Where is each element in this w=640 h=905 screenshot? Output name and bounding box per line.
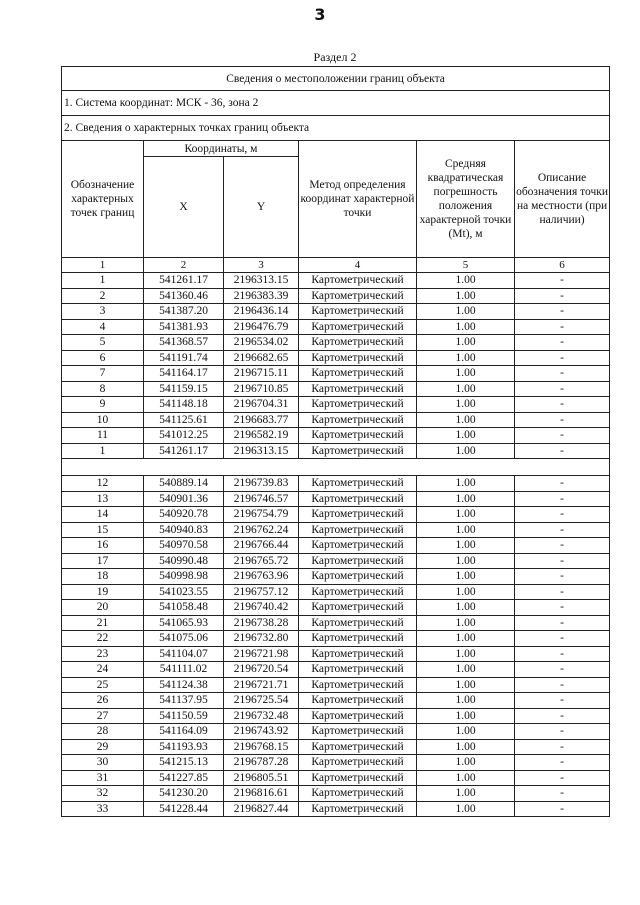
x-coordinate-cell: 540940.83 — [144, 522, 224, 538]
description-cell: - — [515, 693, 610, 709]
x-coordinate-cell: 541261.17 — [144, 443, 224, 459]
points-heading-row — [62, 116, 610, 141]
point-id-cell: 26 — [62, 693, 144, 709]
header-description: Описание обозначения точки на местности (при наличии) — [515, 141, 610, 258]
x-coordinate-cell: 540889.14 — [144, 476, 224, 492]
description-cell: - — [515, 412, 610, 428]
point-id-cell: 21 — [62, 615, 144, 631]
x-coordinate-cell: 541159.15 — [144, 381, 224, 397]
table-row — [62, 522, 610, 538]
description-cell: - — [515, 631, 610, 647]
accuracy-cell: 1.00 — [417, 335, 515, 351]
point-id-cell: 25 — [62, 677, 144, 693]
description-cell: - — [515, 786, 610, 802]
description-cell: - — [515, 755, 610, 771]
accuracy-cell: 1.00 — [417, 801, 515, 817]
description-cell: - — [515, 615, 610, 631]
table-row — [62, 491, 610, 507]
method-cell: Картометрический — [299, 412, 417, 428]
x-coordinate-cell: 540998.98 — [144, 569, 224, 585]
method-cell: Картометрический — [299, 366, 417, 382]
point-id-cell: 3 — [62, 304, 144, 320]
method-cell: Картометрический — [299, 350, 417, 366]
method-cell: Картометрический — [299, 553, 417, 569]
y-coordinate-cell: 2196534.02 — [224, 335, 299, 351]
description-cell: - — [515, 428, 610, 444]
y-coordinate-cell: 2196725.54 — [224, 693, 299, 709]
y-coordinate-cell: 2196710.85 — [224, 381, 299, 397]
description-cell: - — [515, 708, 610, 724]
point-id-cell: 20 — [62, 600, 144, 616]
point-id-cell: 15 — [62, 522, 144, 538]
header-row — [62, 141, 610, 157]
column-number: 5 — [417, 258, 515, 273]
description-cell: - — [515, 646, 610, 662]
x-coordinate-cell: 541124.38 — [144, 677, 224, 693]
x-coordinate-cell: 541191.74 — [144, 350, 224, 366]
y-coordinate-cell: 2196827.44 — [224, 801, 299, 817]
table-row — [62, 304, 610, 320]
point-id-cell: 7 — [62, 366, 144, 382]
table-row — [62, 476, 610, 492]
header-coordinates: Координаты, м — [144, 141, 299, 157]
table-row — [62, 786, 610, 802]
description-cell: - — [515, 491, 610, 507]
column-number: 2 — [144, 258, 224, 273]
coordinate-system: 1. Система координат: МСК - 36, зона 2 — [62, 91, 610, 116]
method-cell: Картометрический — [299, 538, 417, 554]
table-row — [62, 584, 610, 600]
column-number: 1 — [62, 258, 144, 273]
method-cell: Картометрический — [299, 569, 417, 585]
y-coordinate-cell: 2196816.61 — [224, 786, 299, 802]
description-cell: - — [515, 273, 610, 289]
x-coordinate-cell: 541228.44 — [144, 801, 224, 817]
point-id-cell: 31 — [62, 770, 144, 786]
point-id-cell: 14 — [62, 507, 144, 523]
description-cell: - — [515, 381, 610, 397]
accuracy-cell: 1.00 — [417, 584, 515, 600]
accuracy-cell: 1.00 — [417, 397, 515, 413]
y-coordinate-cell: 2196704.31 — [224, 397, 299, 413]
point-id-cell: 2 — [62, 288, 144, 304]
description-cell: - — [515, 288, 610, 304]
accuracy-cell: 1.00 — [417, 288, 515, 304]
column-number: 3 — [224, 258, 299, 273]
description-cell: - — [515, 600, 610, 616]
y-coordinate-cell: 2196383.39 — [224, 288, 299, 304]
table-row — [62, 631, 610, 647]
contour-1-rows — [62, 273, 610, 459]
accuracy-cell: 1.00 — [417, 319, 515, 335]
header-method: Метод определения координат характерной точки — [299, 141, 417, 258]
x-coordinate-cell: 541387.20 — [144, 304, 224, 320]
x-coordinate-cell: 541381.93 — [144, 319, 224, 335]
table-row — [62, 693, 610, 709]
method-cell: Картометрический — [299, 770, 417, 786]
description-cell: - — [515, 724, 610, 740]
y-coordinate-cell: 2196762.24 — [224, 522, 299, 538]
point-id-cell: 18 — [62, 569, 144, 585]
method-cell: Картометрический — [299, 584, 417, 600]
point-id-cell: 8 — [62, 381, 144, 397]
accuracy-cell: 1.00 — [417, 724, 515, 740]
accuracy-cell: 1.00 — [417, 615, 515, 631]
point-id-cell: 28 — [62, 724, 144, 740]
description-cell: - — [515, 801, 610, 817]
description-cell: - — [515, 335, 610, 351]
y-coordinate-cell: 2196436.14 — [224, 304, 299, 320]
point-id-cell: 24 — [62, 662, 144, 678]
accuracy-cell: 1.00 — [417, 708, 515, 724]
accuracy-cell: 1.00 — [417, 350, 515, 366]
method-cell: Картометрический — [299, 397, 417, 413]
y-coordinate-cell: 2196721.98 — [224, 646, 299, 662]
y-coordinate-cell: 2196739.83 — [224, 476, 299, 492]
y-coordinate-cell: 2196732.80 — [224, 631, 299, 647]
x-coordinate-cell: 541193.93 — [144, 739, 224, 755]
y-coordinate-cell: 2196715.11 — [224, 366, 299, 382]
description-cell: - — [515, 522, 610, 538]
column-number: 4 — [299, 258, 417, 273]
description-cell: - — [515, 553, 610, 569]
page-number: 3 — [314, 5, 326, 24]
table-row — [62, 755, 610, 771]
y-coordinate-cell: 2196476.79 — [224, 319, 299, 335]
point-id-cell: 9 — [62, 397, 144, 413]
accuracy-cell: 1.00 — [417, 443, 515, 459]
accuracy-cell: 1.00 — [417, 507, 515, 523]
y-coordinate-cell: 2196683.77 — [224, 412, 299, 428]
point-id-cell: 23 — [62, 646, 144, 662]
coordinate-system-row — [62, 91, 610, 116]
y-coordinate-cell: 2196757.12 — [224, 584, 299, 600]
point-id-cell: 1 — [62, 443, 144, 459]
table-row — [62, 443, 610, 459]
x-coordinate-cell: 541125.61 — [144, 412, 224, 428]
x-coordinate-cell: 541215.13 — [144, 755, 224, 771]
method-cell: Картометрический — [299, 288, 417, 304]
accuracy-cell: 1.00 — [417, 522, 515, 538]
table-row — [62, 708, 610, 724]
method-cell: Картометрический — [299, 335, 417, 351]
table-row — [62, 288, 610, 304]
x-coordinate-cell: 541012.25 — [144, 428, 224, 444]
accuracy-cell: 1.00 — [417, 631, 515, 647]
boundary-points-table — [61, 66, 610, 817]
method-cell: Картометрический — [299, 739, 417, 755]
x-coordinate-cell: 541230.20 — [144, 786, 224, 802]
method-cell: Картометрический — [299, 491, 417, 507]
table-row — [62, 553, 610, 569]
method-cell: Картометрический — [299, 677, 417, 693]
table-row — [62, 319, 610, 335]
description-cell: - — [515, 507, 610, 523]
accuracy-cell: 1.00 — [417, 366, 515, 382]
description-cell: - — [515, 397, 610, 413]
method-cell: Картометрический — [299, 507, 417, 523]
point-id-cell: 22 — [62, 631, 144, 647]
method-cell: Картометрический — [299, 646, 417, 662]
x-coordinate-cell: 540970.58 — [144, 538, 224, 554]
y-coordinate-cell: 2196765.72 — [224, 553, 299, 569]
accuracy-cell: 1.00 — [417, 412, 515, 428]
x-coordinate-cell: 541111.02 — [144, 662, 224, 678]
x-coordinate-cell: 541150.59 — [144, 708, 224, 724]
table-row — [62, 569, 610, 585]
table-row — [62, 428, 610, 444]
y-coordinate-cell: 2196746.57 — [224, 491, 299, 507]
x-coordinate-cell: 541368.57 — [144, 335, 224, 351]
table-row — [62, 615, 610, 631]
accuracy-cell: 1.00 — [417, 304, 515, 320]
method-cell: Картометрический — [299, 319, 417, 335]
description-cell: - — [515, 569, 610, 585]
accuracy-cell: 1.00 — [417, 739, 515, 755]
point-id-cell: 13 — [62, 491, 144, 507]
point-id-cell: 16 — [62, 538, 144, 554]
table-row — [62, 739, 610, 755]
method-cell: Картометрический — [299, 615, 417, 631]
x-coordinate-cell: 540901.36 — [144, 491, 224, 507]
accuracy-cell: 1.00 — [417, 491, 515, 507]
method-cell: Картометрический — [299, 443, 417, 459]
point-id-cell: 11 — [62, 428, 144, 444]
accuracy-cell: 1.00 — [417, 770, 515, 786]
description-cell: - — [515, 538, 610, 554]
description-cell: - — [515, 662, 610, 678]
table-title-row — [62, 67, 610, 91]
x-coordinate-cell: 541065.93 — [144, 615, 224, 631]
x-coordinate-cell: 541148.18 — [144, 397, 224, 413]
method-cell: Картометрический — [299, 801, 417, 817]
accuracy-cell: 1.00 — [417, 273, 515, 289]
header-y: Y — [224, 157, 299, 258]
y-coordinate-cell: 2196743.92 — [224, 724, 299, 740]
method-cell: Картометрический — [299, 428, 417, 444]
table-row — [62, 677, 610, 693]
accuracy-cell: 1.00 — [417, 693, 515, 709]
accuracy-cell: 1.00 — [417, 662, 515, 678]
y-coordinate-cell: 2196787.28 — [224, 755, 299, 771]
x-coordinate-cell: 541164.17 — [144, 366, 224, 382]
method-cell: Картометрический — [299, 724, 417, 740]
x-coordinate-cell: 540920.78 — [144, 507, 224, 523]
y-coordinate-cell: 2196740.42 — [224, 600, 299, 616]
column-number: 6 — [515, 258, 610, 273]
point-id-cell: 6 — [62, 350, 144, 366]
x-coordinate-cell: 541075.06 — [144, 631, 224, 647]
y-coordinate-cell: 2196763.96 — [224, 569, 299, 585]
point-id-cell: 1 — [62, 273, 144, 289]
points-heading: 2. Сведения о характерных точках границ объекта — [62, 116, 610, 141]
description-cell: - — [515, 350, 610, 366]
method-cell: Картометрический — [299, 304, 417, 320]
x-coordinate-cell: 541164.09 — [144, 724, 224, 740]
method-cell: Картометрический — [299, 273, 417, 289]
x-coordinate-cell: 541137.95 — [144, 693, 224, 709]
accuracy-cell: 1.00 — [417, 646, 515, 662]
table-row — [62, 600, 610, 616]
y-coordinate-cell: 2196766.44 — [224, 538, 299, 554]
table-row — [62, 350, 610, 366]
y-coordinate-cell: 2196768.15 — [224, 739, 299, 755]
table-row — [62, 770, 610, 786]
point-id-cell: 5 — [62, 335, 144, 351]
point-id-cell: 29 — [62, 739, 144, 755]
x-coordinate-cell: 540990.48 — [144, 553, 224, 569]
point-id-cell: 30 — [62, 755, 144, 771]
table-row — [62, 538, 610, 554]
table-row — [62, 801, 610, 817]
separator-cell — [62, 459, 610, 476]
x-coordinate-cell: 541261.17 — [144, 273, 224, 289]
y-coordinate-cell: 2196313.15 — [224, 443, 299, 459]
table-row — [62, 662, 610, 678]
header-accuracy: Средняя квадратическая погрешность положения характерной точки (Mt), м — [417, 141, 515, 258]
contour-2-rows — [62, 476, 610, 817]
description-cell: - — [515, 366, 610, 382]
table-row — [62, 646, 610, 662]
method-cell: Картометрический — [299, 600, 417, 616]
method-cell: Картометрический — [299, 381, 417, 397]
accuracy-cell: 1.00 — [417, 677, 515, 693]
point-id-cell: 33 — [62, 801, 144, 817]
table-row — [62, 335, 610, 351]
y-coordinate-cell: 2196732.48 — [224, 708, 299, 724]
point-id-cell: 4 — [62, 319, 144, 335]
contour-separator-row — [62, 459, 610, 476]
method-cell: Картометрический — [299, 693, 417, 709]
point-id-cell: 32 — [62, 786, 144, 802]
description-cell: - — [515, 584, 610, 600]
y-coordinate-cell: 2196754.79 — [224, 507, 299, 523]
y-coordinate-cell: 2196721.71 — [224, 677, 299, 693]
point-id-cell: 10 — [62, 412, 144, 428]
table-title: Сведения о местоположении границ объекта — [62, 67, 610, 91]
header-point-designation: Обозначение характерных точек границ — [62, 141, 144, 258]
y-coordinate-cell: 2196313.15 — [224, 273, 299, 289]
description-cell: - — [515, 304, 610, 320]
x-coordinate-cell: 541227.85 — [144, 770, 224, 786]
description-cell: - — [515, 476, 610, 492]
table-row — [62, 724, 610, 740]
header-x: X — [144, 157, 224, 258]
method-cell: Картометрический — [299, 476, 417, 492]
table-row — [62, 507, 610, 523]
table-row — [62, 412, 610, 428]
method-cell: Картометрический — [299, 708, 417, 724]
accuracy-cell: 1.00 — [417, 600, 515, 616]
x-coordinate-cell: 541104.07 — [144, 646, 224, 662]
method-cell: Картометрический — [299, 786, 417, 802]
table-row — [62, 397, 610, 413]
y-coordinate-cell: 2196582.19 — [224, 428, 299, 444]
accuracy-cell: 1.00 — [417, 755, 515, 771]
point-id-cell: 17 — [62, 553, 144, 569]
accuracy-cell: 1.00 — [417, 381, 515, 397]
method-cell: Картометрический — [299, 522, 417, 538]
description-cell: - — [515, 739, 610, 755]
method-cell: Картометрический — [299, 755, 417, 771]
accuracy-cell: 1.00 — [417, 786, 515, 802]
description-cell: - — [515, 319, 610, 335]
y-coordinate-cell: 2196682.65 — [224, 350, 299, 366]
description-cell: - — [515, 770, 610, 786]
table-row — [62, 273, 610, 289]
accuracy-cell: 1.00 — [417, 553, 515, 569]
point-id-cell: 12 — [62, 476, 144, 492]
accuracy-cell: 1.00 — [417, 569, 515, 585]
table-row — [62, 381, 610, 397]
description-cell: - — [515, 677, 610, 693]
x-coordinate-cell: 541058.48 — [144, 600, 224, 616]
accuracy-cell: 1.00 — [417, 538, 515, 554]
y-coordinate-cell: 2196720.54 — [224, 662, 299, 678]
table-row — [62, 366, 610, 382]
section-title: Раздел 2 — [313, 50, 357, 64]
method-cell: Картометрический — [299, 662, 417, 678]
column-numbers-row — [62, 258, 610, 273]
y-coordinate-cell: 2196738.28 — [224, 615, 299, 631]
method-cell: Картометрический — [299, 631, 417, 647]
x-coordinate-cell: 541023.55 — [144, 584, 224, 600]
description-cell: - — [515, 443, 610, 459]
accuracy-cell: 1.00 — [417, 428, 515, 444]
y-coordinate-cell: 2196805.51 — [224, 770, 299, 786]
x-coordinate-cell: 541360.46 — [144, 288, 224, 304]
point-id-cell: 27 — [62, 708, 144, 724]
accuracy-cell: 1.00 — [417, 476, 515, 492]
point-id-cell: 19 — [62, 584, 144, 600]
